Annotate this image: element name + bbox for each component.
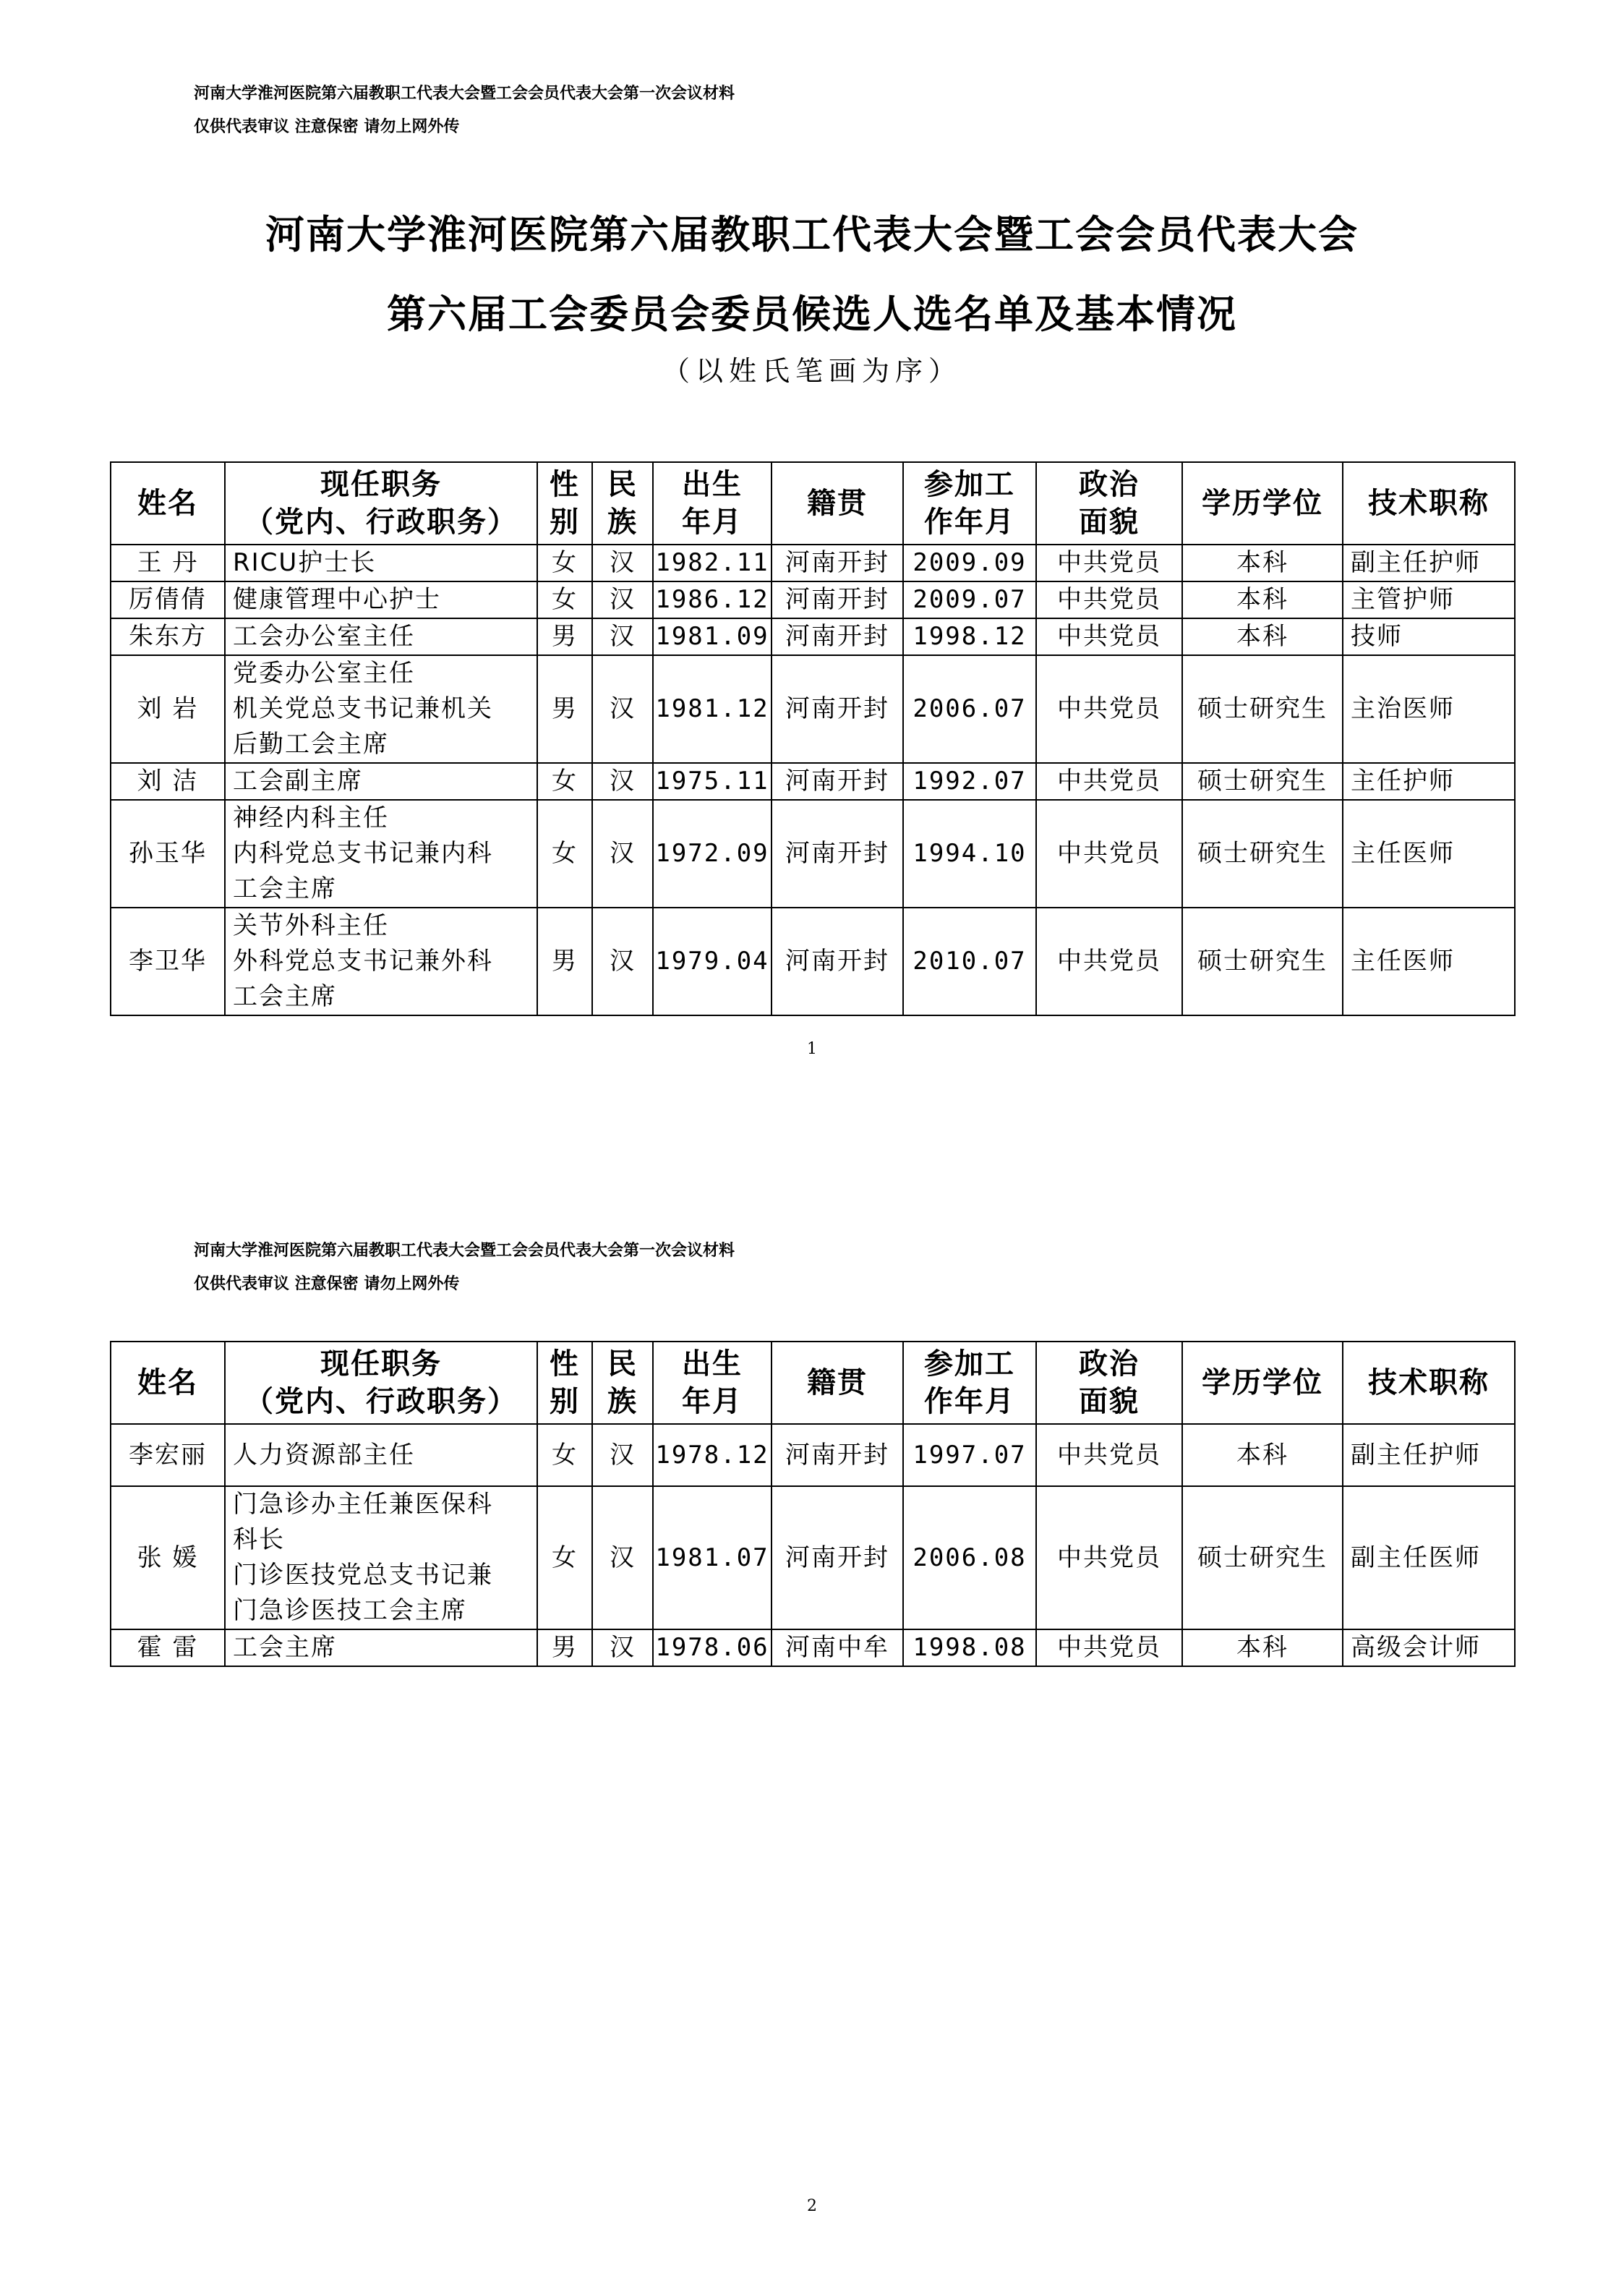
document-title-line1: 河南大学淮河医院第六届教职工代表大会暨工会会员代表大会 bbox=[265, 211, 1359, 257]
ethnic-cell: 汉 bbox=[592, 1424, 653, 1486]
position-line: 工会副主席 bbox=[233, 767, 363, 796]
name-cell: 王 丹 bbox=[111, 545, 225, 581]
education-cell: 本科 bbox=[1182, 1424, 1343, 1486]
page2-header-line2: 仅供代表审议 注意保密 请勿上网外传 bbox=[194, 1275, 460, 1293]
page2-header-line1: 河南大学淮河医院第六届教职工代表大会暨工会会员代表大会第一次会议材料 bbox=[194, 1242, 735, 1260]
birth-date-cell: 1975.11 bbox=[653, 763, 772, 800]
table-row bbox=[111, 1424, 1515, 1486]
col-birth: 出生 年月 bbox=[653, 462, 772, 545]
table-header-row bbox=[111, 462, 1515, 545]
col-name: 姓名 bbox=[111, 462, 225, 545]
political-status-cell: 中共党员 bbox=[1036, 581, 1182, 618]
col-ethnic: 民 族 bbox=[592, 1342, 653, 1424]
table-row bbox=[111, 1486, 1515, 1629]
native-place-cell: 河南开封 bbox=[772, 655, 903, 763]
education-cell: 本科 bbox=[1182, 545, 1343, 581]
gender-cell: 男 bbox=[537, 1629, 592, 1666]
professional-title-cell: 副主任护师 bbox=[1343, 545, 1515, 581]
gender-cell: 男 bbox=[537, 908, 592, 1015]
native-place-cell: 河南开封 bbox=[772, 1486, 903, 1629]
native-place-cell: 河南开封 bbox=[772, 618, 903, 655]
birth-date-cell: 1981.12 bbox=[653, 655, 772, 763]
col-work: 参加工 作年月 bbox=[903, 1342, 1036, 1424]
position-line: 关节外科主任 bbox=[233, 911, 389, 940]
table-row bbox=[111, 908, 1515, 1015]
col-name: 姓名 bbox=[111, 1342, 225, 1424]
political-status-cell: 中共党员 bbox=[1036, 655, 1182, 763]
ethnic-cell: 汉 bbox=[592, 618, 653, 655]
gender-cell: 女 bbox=[537, 1424, 592, 1486]
work-start-cell: 2006.08 bbox=[903, 1486, 1036, 1629]
ethnic-cell: 汉 bbox=[592, 581, 653, 618]
professional-title-cell: 主治医师 bbox=[1343, 655, 1515, 763]
position-line: 门急诊办主任兼医保科 bbox=[233, 1490, 493, 1519]
position-line: 外科党总支书记兼外科 bbox=[233, 947, 493, 976]
table-row bbox=[111, 545, 1515, 581]
professional-title-cell: 技师 bbox=[1343, 618, 1515, 655]
page-number: 2 bbox=[807, 2197, 817, 2215]
work-start-cell: 1998.08 bbox=[903, 1629, 1036, 1666]
document-subtitle: （以姓氏笔画为序） bbox=[662, 355, 962, 387]
gender-cell: 男 bbox=[537, 618, 592, 655]
col-work: 参加工 作年月 bbox=[903, 462, 1036, 545]
political-status-cell: 中共党员 bbox=[1036, 618, 1182, 655]
ethnic-cell: 汉 bbox=[592, 655, 653, 763]
ethnic-cell: 汉 bbox=[592, 908, 653, 1015]
name-cell: 张 媛 bbox=[111, 1486, 225, 1629]
ethnic-cell: 汉 bbox=[592, 763, 653, 800]
professional-title-cell: 副主任护师 bbox=[1343, 1424, 1515, 1486]
col-ethnic: 民 族 bbox=[592, 462, 653, 545]
gender-cell: 女 bbox=[537, 800, 592, 908]
position-line: 内科党总支书记兼内科 bbox=[233, 839, 493, 868]
position-line: 工会主席 bbox=[233, 1633, 337, 1662]
political-status-cell: 中共党员 bbox=[1036, 763, 1182, 800]
col-native: 籍贯 bbox=[772, 1342, 903, 1424]
candidate-table-page1 bbox=[110, 461, 1516, 1016]
ethnic-cell: 汉 bbox=[592, 800, 653, 908]
professional-title-cell: 主任医师 bbox=[1343, 908, 1515, 1015]
col-education: 学历学位 bbox=[1182, 1342, 1343, 1424]
birth-date-cell: 1979.04 bbox=[653, 908, 772, 1015]
ethnic-cell: 汉 bbox=[592, 545, 653, 581]
political-status-cell: 中共党员 bbox=[1036, 1486, 1182, 1629]
page1-header-line1: 河南大学淮河医院第六届教职工代表大会暨工会会员代表大会第一次会议材料 bbox=[194, 85, 735, 103]
page-number: 1 bbox=[807, 1040, 817, 1058]
table-header-row bbox=[111, 1342, 1515, 1424]
position-cell bbox=[225, 1424, 537, 1486]
education-cell: 本科 bbox=[1182, 581, 1343, 618]
col-native: 籍贯 bbox=[772, 462, 903, 545]
position-line: 健康管理中心护士 bbox=[233, 585, 441, 614]
name-cell: 霍 雷 bbox=[111, 1629, 225, 1666]
position-cell bbox=[225, 655, 537, 763]
education-cell: 硕士研究生 bbox=[1182, 1486, 1343, 1629]
education-cell: 硕士研究生 bbox=[1182, 655, 1343, 763]
position-line: 工会办公室主任 bbox=[233, 622, 415, 651]
table-row bbox=[111, 763, 1515, 800]
table-row bbox=[111, 618, 1515, 655]
position-cell bbox=[225, 800, 537, 908]
native-place-cell: 河南开封 bbox=[772, 908, 903, 1015]
gender-cell: 女 bbox=[537, 1486, 592, 1629]
political-status-cell: 中共党员 bbox=[1036, 1629, 1182, 1666]
education-cell: 本科 bbox=[1182, 1629, 1343, 1666]
work-start-cell: 2009.09 bbox=[903, 545, 1036, 581]
native-place-cell: 河南开封 bbox=[772, 581, 903, 618]
education-cell: 硕士研究生 bbox=[1182, 908, 1343, 1015]
work-start-cell: 1992.07 bbox=[903, 763, 1036, 800]
position-line: 神经内科主任 bbox=[233, 803, 389, 832]
birth-date-cell: 1978.06 bbox=[653, 1629, 772, 1666]
position-line: 后勤工会主席 bbox=[233, 730, 389, 759]
professional-title-cell: 高级会计师 bbox=[1343, 1629, 1515, 1666]
political-status-cell: 中共党员 bbox=[1036, 800, 1182, 908]
native-place-cell: 河南开封 bbox=[772, 1424, 903, 1486]
position-line: 科长 bbox=[233, 1525, 285, 1554]
position-cell bbox=[225, 581, 537, 618]
col-gender: 性 别 bbox=[537, 462, 592, 545]
page1-header-line2: 仅供代表审议 注意保密 请勿上网外传 bbox=[194, 118, 460, 136]
birth-date-cell: 1982.11 bbox=[653, 545, 772, 581]
birth-date-cell: 1981.07 bbox=[653, 1486, 772, 1629]
name-cell: 李宏丽 bbox=[111, 1424, 225, 1486]
position-cell bbox=[225, 618, 537, 655]
name-cell: 厉倩倩 bbox=[111, 581, 225, 618]
col-political: 政治 面貌 bbox=[1036, 462, 1182, 545]
name-cell: 李卫华 bbox=[111, 908, 225, 1015]
position-line: 机关党总支书记兼机关 bbox=[233, 694, 493, 723]
native-place-cell: 河南开封 bbox=[772, 763, 903, 800]
position-cell bbox=[225, 908, 537, 1015]
political-status-cell: 中共党员 bbox=[1036, 1424, 1182, 1486]
professional-title-cell: 主任医师 bbox=[1343, 800, 1515, 908]
gender-cell: 女 bbox=[537, 581, 592, 618]
birth-date-cell: 1978.12 bbox=[653, 1424, 772, 1486]
position-line: 党委办公室主任 bbox=[233, 659, 415, 688]
position-line: 工会主席 bbox=[233, 982, 337, 1011]
name-cell: 孙玉华 bbox=[111, 800, 225, 908]
work-start-cell: 1997.07 bbox=[903, 1424, 1036, 1486]
position-line: 门急诊医技工会主席 bbox=[233, 1596, 467, 1625]
ethnic-cell: 汉 bbox=[592, 1629, 653, 1666]
work-start-cell: 1998.12 bbox=[903, 618, 1036, 655]
position-line: RICU护士长 bbox=[233, 548, 377, 577]
gender-cell: 女 bbox=[537, 545, 592, 581]
table-row bbox=[111, 655, 1515, 763]
table-row bbox=[111, 800, 1515, 908]
position-line: 门诊医技党总支书记兼 bbox=[233, 1561, 493, 1590]
position-cell bbox=[225, 1486, 537, 1629]
professional-title-cell: 主任护师 bbox=[1343, 763, 1515, 800]
work-start-cell: 2010.07 bbox=[903, 908, 1036, 1015]
education-cell: 硕士研究生 bbox=[1182, 800, 1343, 908]
gender-cell: 男 bbox=[537, 655, 592, 763]
ethnic-cell: 汉 bbox=[592, 1486, 653, 1629]
candidate-table-page2 bbox=[110, 1341, 1516, 1667]
work-start-cell: 2009.07 bbox=[903, 581, 1036, 618]
political-status-cell: 中共党员 bbox=[1036, 908, 1182, 1015]
education-cell: 本科 bbox=[1182, 618, 1343, 655]
table-row bbox=[111, 581, 1515, 618]
native-place-cell: 河南开封 bbox=[772, 800, 903, 908]
col-education: 学历学位 bbox=[1182, 462, 1343, 545]
document-title-line2: 第六届工会委员会委员候选人选名单及基本情况 bbox=[387, 291, 1237, 337]
col-birth: 出生 年月 bbox=[653, 1342, 772, 1424]
position-cell bbox=[225, 545, 537, 581]
col-gender: 性 别 bbox=[537, 1342, 592, 1424]
position-cell bbox=[225, 763, 537, 800]
table-row bbox=[111, 1629, 1515, 1666]
name-cell: 朱东方 bbox=[111, 618, 225, 655]
position-line: 工会主席 bbox=[233, 874, 337, 903]
birth-date-cell: 1972.09 bbox=[653, 800, 772, 908]
col-political: 政治 面貌 bbox=[1036, 1342, 1182, 1424]
col-title: 技术职称 bbox=[1343, 1342, 1515, 1424]
work-start-cell: 1994.10 bbox=[903, 800, 1036, 908]
work-start-cell: 2006.07 bbox=[903, 655, 1036, 763]
political-status-cell: 中共党员 bbox=[1036, 545, 1182, 581]
col-position: 现任职务 （党内、行政职务） bbox=[225, 1342, 537, 1424]
gender-cell: 女 bbox=[537, 763, 592, 800]
birth-date-cell: 1986.12 bbox=[653, 581, 772, 618]
name-cell: 刘 岩 bbox=[111, 655, 225, 763]
native-place-cell: 河南中牟 bbox=[772, 1629, 903, 1666]
professional-title-cell: 主管护师 bbox=[1343, 581, 1515, 618]
position-cell bbox=[225, 1629, 537, 1666]
name-cell: 刘 洁 bbox=[111, 763, 225, 800]
professional-title-cell: 副主任医师 bbox=[1343, 1486, 1515, 1629]
birth-date-cell: 1981.09 bbox=[653, 618, 772, 655]
education-cell: 硕士研究生 bbox=[1182, 763, 1343, 800]
col-title: 技术职称 bbox=[1343, 462, 1515, 545]
col-position: 现任职务 （党内、行政职务） bbox=[225, 462, 537, 545]
native-place-cell: 河南开封 bbox=[772, 545, 903, 581]
position-line: 人力资源部主任 bbox=[233, 1440, 415, 1470]
